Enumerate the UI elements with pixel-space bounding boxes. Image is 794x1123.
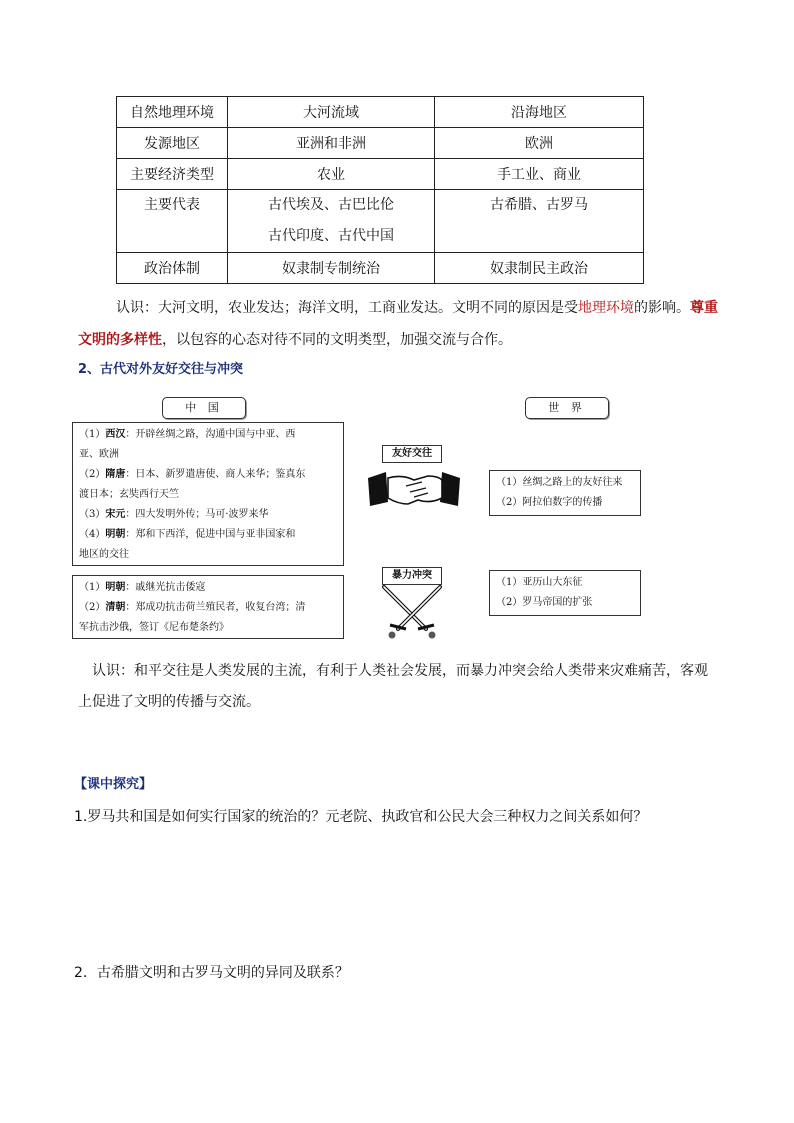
explore-header: 【课中探究】 (74, 777, 153, 792)
china-pill: 中 国 (162, 397, 246, 419)
list-item: （2）隋唐：日本、新罗遣唐使、商人来华；鉴真东 (79, 469, 306, 480)
list-item: （2）阿拉伯数字的传播 (496, 497, 603, 508)
table-row (117, 253, 644, 284)
insight-paragraph-2: 认识：和平交往是人类发展的主流，有利于人类社会发展，而暴力冲突会给人类带来灾难痛苦，客观 (92, 663, 708, 679)
highlight-geography: 地理环境 (578, 300, 634, 316)
row-label: 主要代表 (117, 190, 228, 253)
china-conflict-box (72, 575, 344, 639)
handshake-icon (366, 464, 462, 512)
cell-river: 农业 (228, 159, 435, 190)
world-pill: 世 界 (525, 397, 609, 419)
highlight-respect: 尊重 (690, 300, 718, 316)
cell-river (228, 190, 435, 253)
friendly-label: 友好交往 (382, 445, 442, 463)
cell-river: 大河流域 (228, 97, 435, 128)
insight-paragraph-2-cont: 上促进了文明的传播与交流。 (78, 694, 260, 710)
insight-paragraph-1: 认识：大河文明，农业发达；海洋文明，工商业发达。文明不同的原因是受地理环境的影响。尊重 (116, 300, 718, 316)
conflict-label: 暴力冲突 (382, 567, 442, 585)
table-row (117, 97, 644, 128)
cell-line: 古代印度、古代中国 (268, 228, 394, 244)
row-label: 自然地理环境 (117, 97, 228, 128)
question-2: 2．古希腊文明和古罗马文明的异同及联系？ (74, 965, 349, 981)
cell-coastal: 欧洲 (435, 128, 644, 159)
insight-paragraph-1-cont: 文明的多样性，以包容的心态对待不同的文明类型，加强交流与合作。 (78, 332, 512, 348)
crossed-swords-icon (378, 585, 446, 641)
cell-coastal: 古希腊、古罗马 (435, 190, 644, 253)
cell-coastal: 手工业、商业 (435, 159, 644, 190)
cell-river: 亚洲和非洲 (228, 128, 435, 159)
world-friendly-box (489, 470, 641, 516)
list-item: （1）丝绸之路上的友好往来 (496, 477, 623, 488)
list-item: （1）西汉：开辟丝绸之路，沟通中国与中亚、西 (79, 429, 296, 440)
highlight-diversity: 文明的多样性 (78, 332, 162, 348)
row-label: 发源地区 (117, 128, 228, 159)
row-label: 主要经济类型 (117, 159, 228, 190)
list-item: 渡日本；玄奘西行天竺 (79, 489, 179, 500)
row-label: 政治体制 (117, 253, 228, 284)
question-1: 1.罗马共和国是如何实行国家的统治的？元老院、执政官和公民大会三种权力之间关系如何？ (74, 809, 648, 825)
list-item: （3）宋元：四大发明外传；马可·波罗来华 (79, 509, 269, 520)
list-item: （4）明朝：郑和下西洋，促进中国与亚非国家和 (79, 529, 296, 540)
list-item: （2）清朝：郑成功抗击荷兰殖民者，收复台湾；清 (79, 602, 306, 613)
list-item: 亚、欧洲 (79, 449, 119, 460)
comparison-table (116, 96, 644, 284)
china-friendly-box (72, 422, 344, 566)
cell-line: 古代埃及、古巴比伦 (268, 197, 394, 213)
cell-river: 奴隶制专制统治 (228, 253, 435, 284)
list-item: （1）明朝：戚继光抗击倭寇 (79, 582, 206, 593)
list-item: 军抗击沙俄，签订《尼布楚条约》 (79, 622, 229, 633)
section-title: 2、古代对外友好交往与冲突 (78, 362, 244, 377)
world-conflict-box (489, 570, 641, 616)
cell-coastal: 奴隶制民主政治 (435, 253, 644, 284)
list-item: （2）罗马帝国的扩张 (496, 597, 593, 608)
list-item: （1）亚历山大东征 (496, 577, 583, 588)
table-row (117, 128, 644, 159)
list-item: 地区的交往 (79, 549, 129, 560)
table-row (117, 190, 644, 253)
table-row (117, 159, 644, 190)
cell-coastal: 沿海地区 (435, 97, 644, 128)
